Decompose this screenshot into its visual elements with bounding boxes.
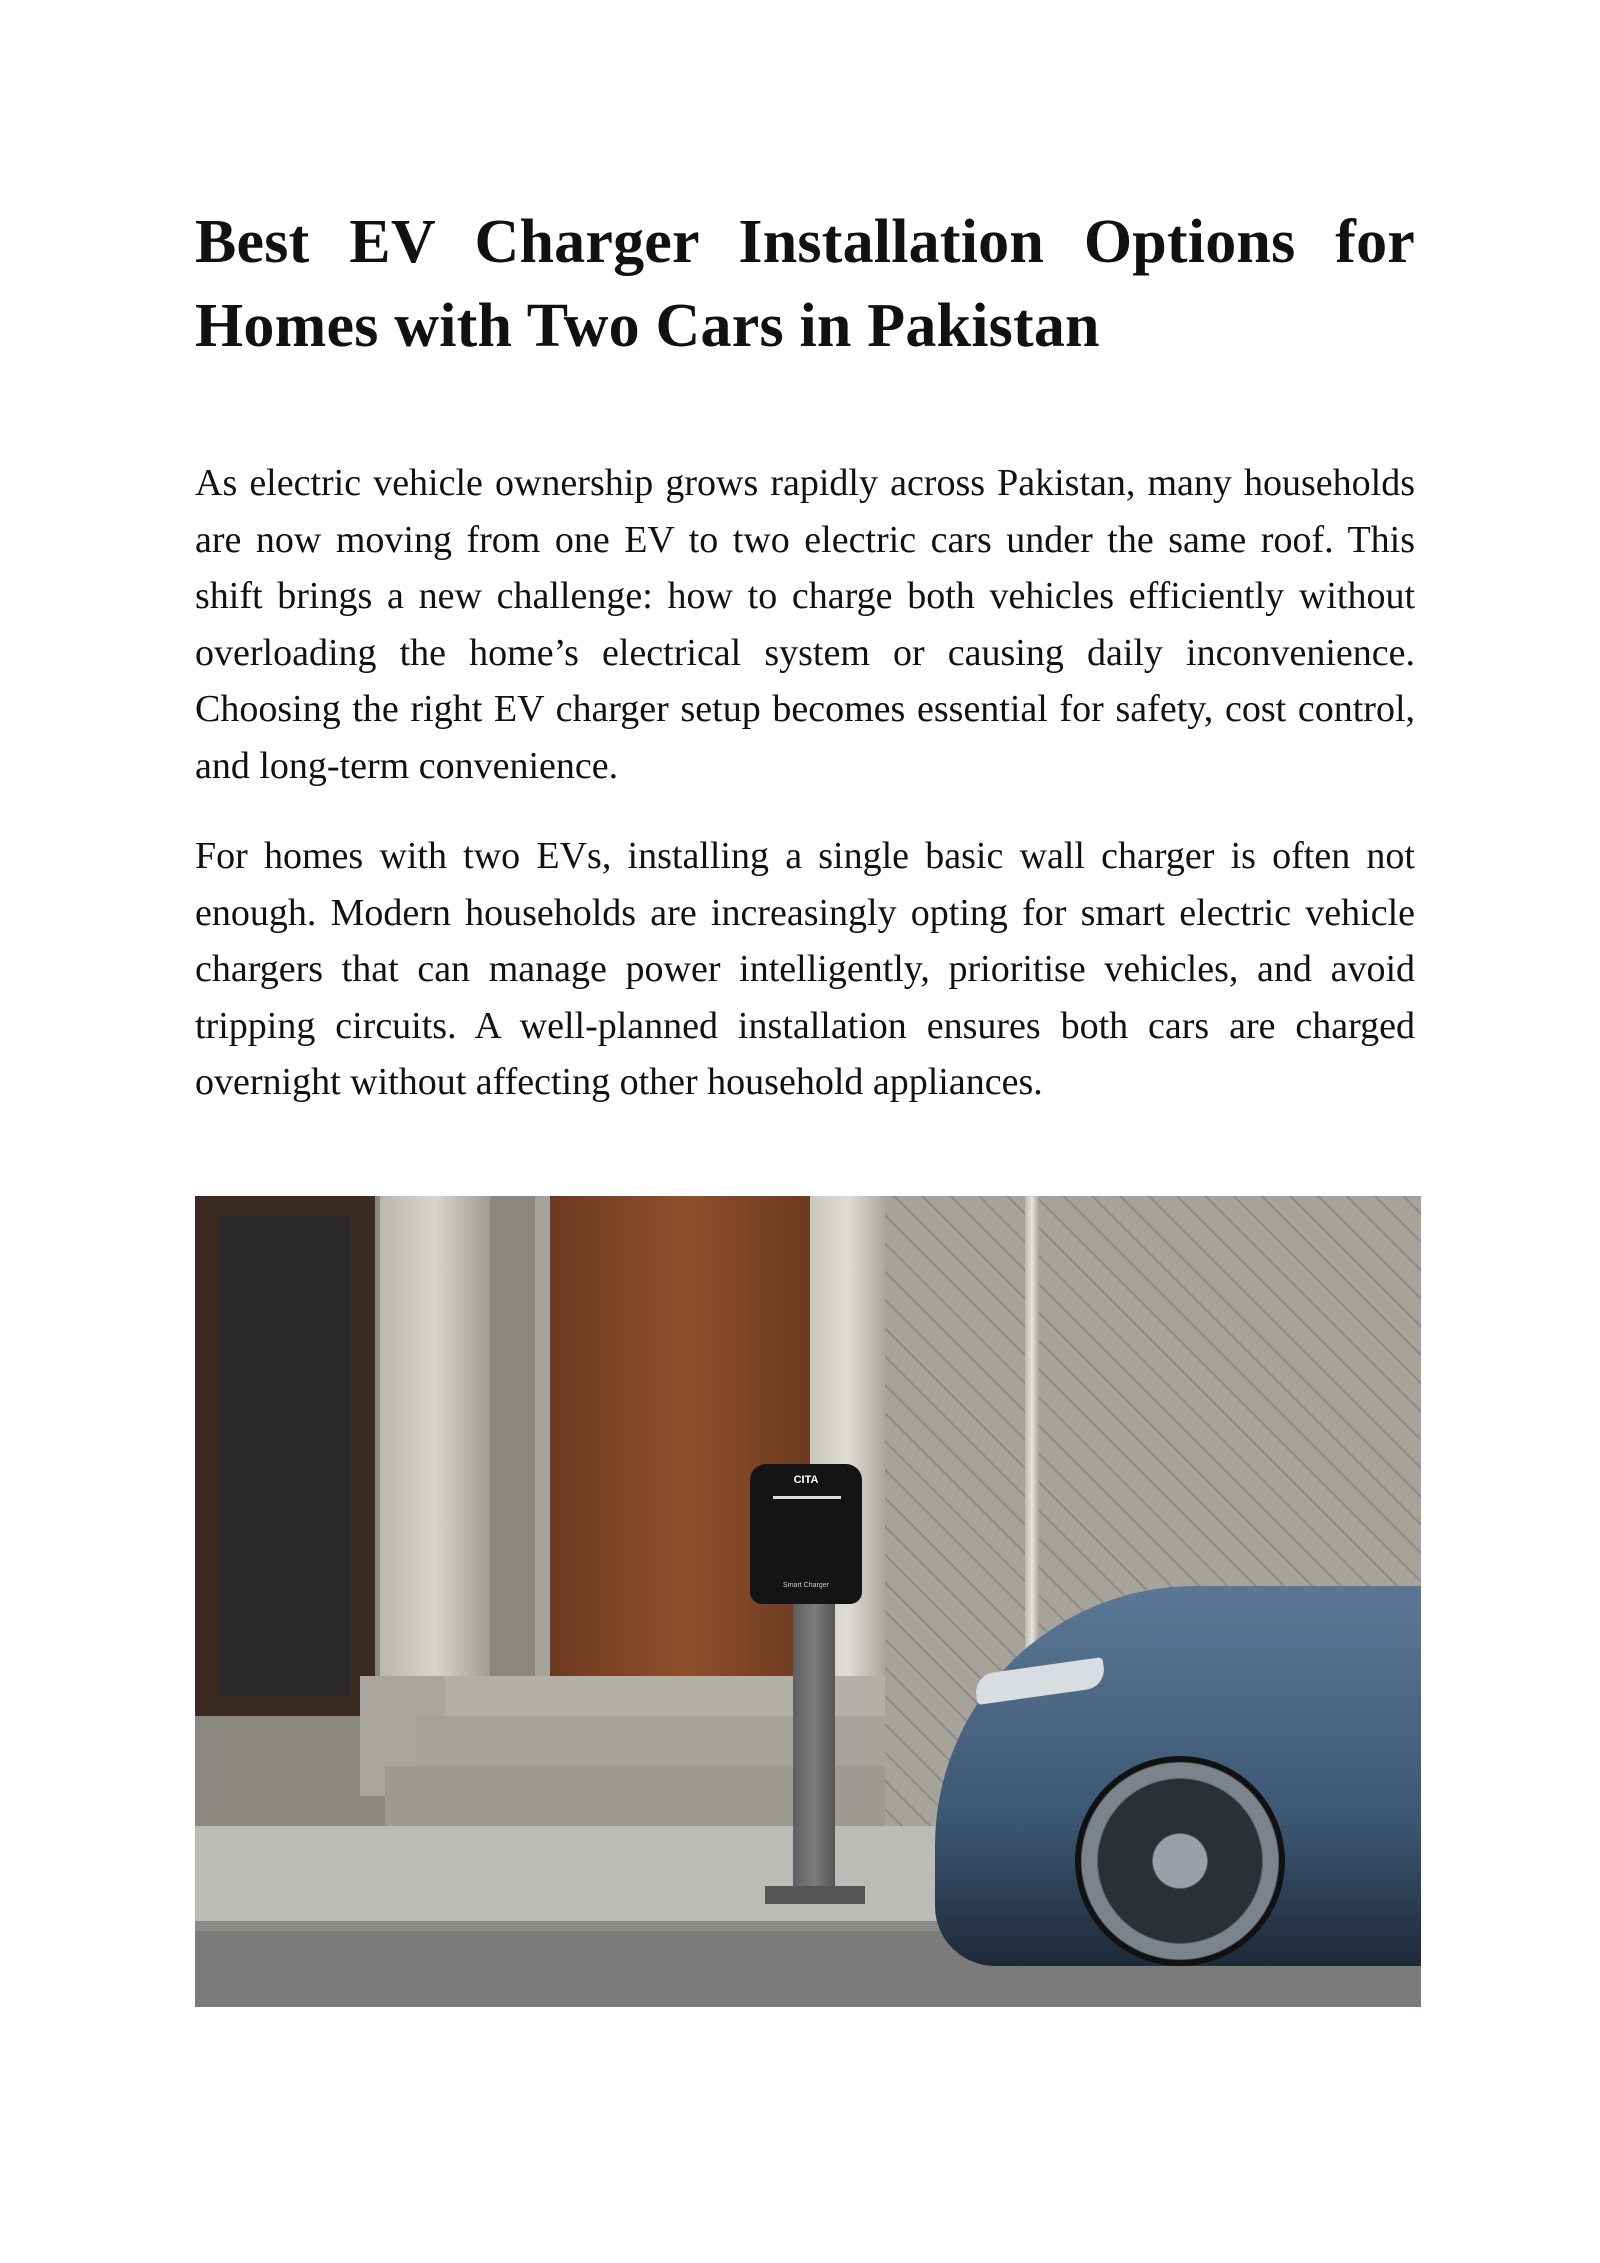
car-wheel [1075,1756,1285,1966]
ev-charger-photo [195,1196,1421,2007]
wooden-door [550,1196,815,1676]
page-title: Best EV Charger Installation Options for Homes with Two Cars in Pakistan [195,208,1415,360]
charger-brand-logo: CITA [793,1474,819,1486]
charger-label: Smart Charger [783,1582,829,1589]
intro-paragraph: As electric vehicle ownership grows rapidly across Pakistan, many households are now moving from one EV to two electric cars under the same roof. This shift brings a new challenge: how to charge both vehicles efficiently without overloading the home’s electrical system or causing daily inconvenience. Choosing the right EV charger setup becomes essential for safety, cost control, and long-term convenience. [195,462,1415,787]
charger-post [793,1596,835,1896]
steps [445,1676,945,1716]
ev-charger [750,1464,862,1604]
column [380,1196,490,1696]
body-paragraph: For homes with two EVs, installing a single basic wall charger is often not enough. Modern households are increasingly opting for smart electric vehicle chargers that can manage power intelligently, prioritise vehicles, and avoid tripping circuits. A well-planned installation ensures both cars are charged overnight without affecting other household appliances. [195,835,1415,1104]
